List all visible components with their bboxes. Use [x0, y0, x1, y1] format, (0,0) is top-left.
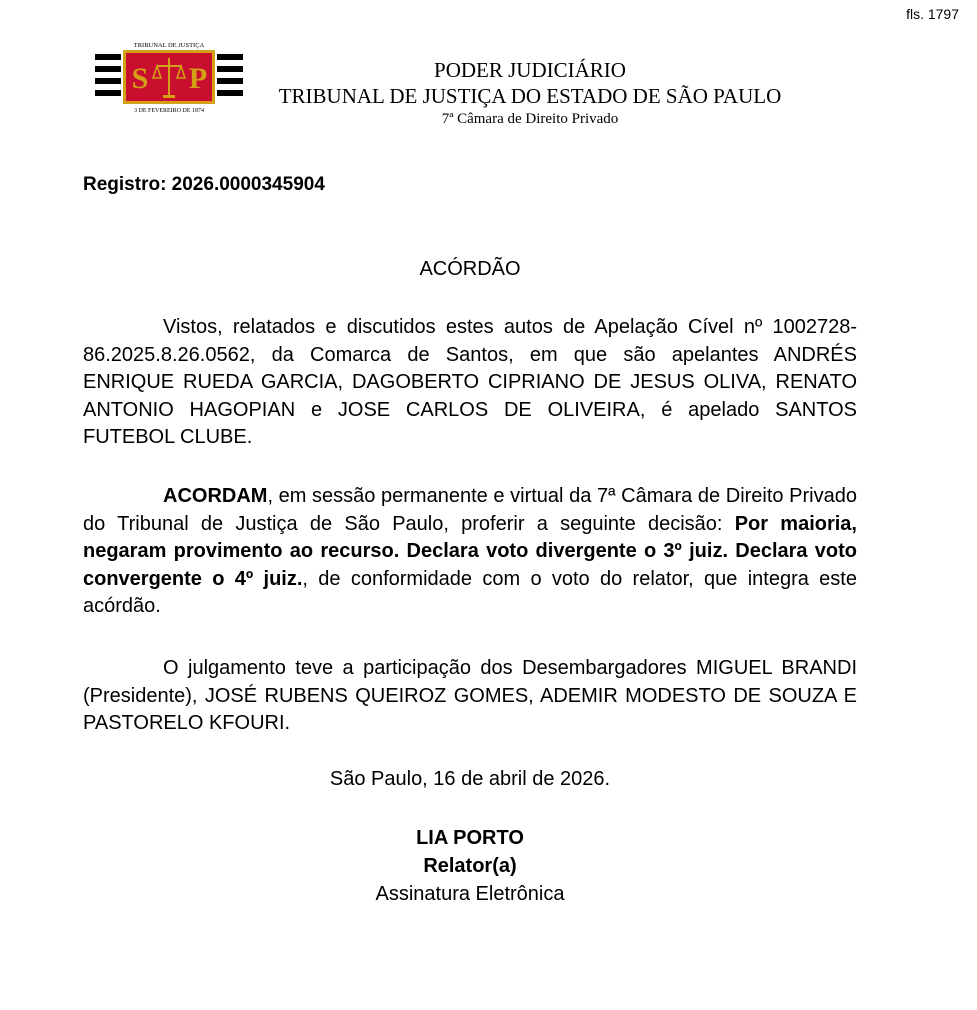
document-title: ACÓRDÃO [419, 258, 521, 280]
emblem-bottom-text: 3 DE FEVEREIRO DE 1874 [134, 108, 204, 114]
header-line-3: 7ª Câmara de Direito Privado [441, 111, 619, 127]
place-date: São Paulo, 16 de abril de 2026. [329, 768, 611, 790]
header-line-1: PODER JUDICIÁRIO [434, 58, 626, 82]
page-number: fls. 1797 [906, 6, 959, 22]
header-line-2: TRIBUNAL DE JUSTIÇA DO ESTADO DE SÃO PAULO [278, 84, 782, 108]
document-header [270, 57, 790, 129]
tjsp-emblem-icon [95, 40, 243, 116]
signature-block [270, 824, 670, 908]
paragraph-julgamento: O julgamento teve a participação dos Desembargadores MIGUEL BRANDI (Presidente), JOSÉ RUBENS QUEIROZ GOMES, ADEMIR MODESTO DE SOUZA E PASTORELO KFOURI. [83, 657, 857, 734]
acordam-text-2: , de conformidade com o voto do relator, que integra este acórdão. [83, 567, 857, 617]
paragraph-acordam [83, 483, 857, 621]
signer-role: Relator(a) [423, 855, 517, 877]
acordam-lead: ACORDAM [163, 485, 268, 507]
emblem-left-letter: S [131, 62, 149, 95]
emblem-right-letter: P [188, 62, 208, 95]
acordam-text-1: , em sessão permanente e virtual da 7ª Câmara de Direito Privado do Tribunal de Justiça de São Paulo, proferir a seguinte decisão: [83, 485, 857, 535]
signer-name: LIA PORTO [416, 827, 524, 849]
signature-type: Assinatura Eletrônica [375, 883, 565, 905]
emblem-top-text: TRIBUNAL DE JUSTIÇA [133, 42, 205, 49]
decision-text: Por maioria, negaram provimento ao recurso. Declara voto divergente o 3º juiz. Declara voto convergente o 4º juiz. [83, 512, 857, 590]
paragraph-vistos: Vistos, relatados e discutidos estes autos de Apelação Cível nº 1002728-86.2025.8.26.0562, da Comarca de Santos, em que são apelantes ANDRÉS ENRIQUE RUEDA GARCIA, DAGOBERTO CIPRIANO DE JESUS OLIVA, RENATO ANTONIO HAGOPIAN e JOSE CARLOS DE OLIVEIRA, é apelado SANTOS FUTEBOL CLUBE. [83, 316, 857, 448]
registro-number: Registro: 2026.0000345904 [83, 174, 325, 195]
